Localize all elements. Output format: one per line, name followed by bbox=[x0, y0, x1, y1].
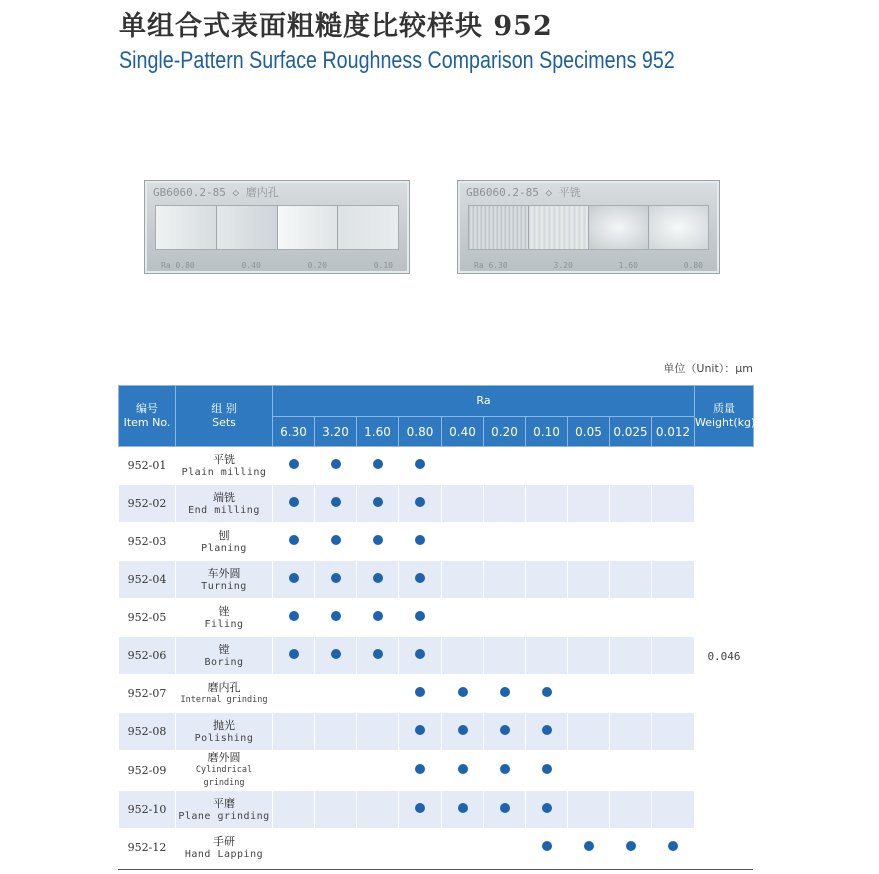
ra-value-header: 0.80 bbox=[399, 417, 442, 447]
ra-value-header: 0.025 bbox=[610, 417, 652, 447]
set-name bbox=[176, 829, 273, 867]
ra-cell bbox=[568, 791, 610, 829]
ra-cell bbox=[357, 675, 399, 713]
table-row bbox=[119, 561, 754, 599]
applicable-dot-icon bbox=[415, 764, 425, 774]
ra-value-header: 0.10 bbox=[526, 417, 568, 447]
applicable-dot-icon bbox=[373, 497, 383, 507]
table-row bbox=[119, 829, 754, 867]
applicable-dot-icon bbox=[458, 803, 468, 813]
ra-cell bbox=[273, 791, 315, 829]
item-number: 952-09 bbox=[119, 751, 176, 791]
ra-cell bbox=[568, 675, 610, 713]
ra-cell bbox=[484, 675, 526, 713]
set-name bbox=[176, 675, 273, 713]
ra-cell bbox=[399, 485, 442, 523]
ra-cell bbox=[315, 791, 357, 829]
ra-cell bbox=[357, 485, 399, 523]
applicable-dot-icon bbox=[331, 611, 341, 621]
ra-cell bbox=[442, 637, 484, 675]
item-number: 952-10 bbox=[119, 791, 176, 829]
set-name bbox=[176, 791, 273, 829]
ra-cell bbox=[357, 713, 399, 751]
ra-cell bbox=[526, 791, 568, 829]
ra-cell bbox=[526, 561, 568, 599]
ra-value-header: 0.05 bbox=[568, 417, 610, 447]
ra-cell bbox=[273, 829, 315, 867]
ra-cell bbox=[273, 675, 315, 713]
ra-cell bbox=[484, 791, 526, 829]
ra-cell bbox=[526, 599, 568, 637]
ra-cell bbox=[442, 829, 484, 867]
set-name-en: Internal grinding bbox=[180, 694, 268, 705]
ra-cell bbox=[399, 829, 442, 867]
ra-cell bbox=[399, 447, 442, 485]
set-name-en: Filing bbox=[204, 618, 244, 630]
table-bottom-rule bbox=[118, 869, 753, 870]
ra-cell bbox=[315, 637, 357, 675]
header-sets: 组 别 Sets bbox=[176, 386, 273, 447]
ra-cell bbox=[357, 523, 399, 561]
table-row bbox=[119, 447, 754, 485]
applicable-dot-icon bbox=[542, 687, 552, 697]
applicable-dot-icon bbox=[415, 497, 425, 507]
ra-cell bbox=[526, 675, 568, 713]
applicable-dot-icon bbox=[415, 573, 425, 583]
item-number: 952-05 bbox=[119, 599, 176, 637]
ra-cell bbox=[315, 599, 357, 637]
ra-value-header: 0.012 bbox=[652, 417, 695, 447]
item-number: 952-07 bbox=[119, 675, 176, 713]
item-number: 952-06 bbox=[119, 637, 176, 675]
ra-cell bbox=[357, 561, 399, 599]
ra-cell bbox=[484, 713, 526, 751]
set-name-cn: 平铣 bbox=[213, 452, 235, 466]
applicable-dot-icon bbox=[542, 725, 552, 735]
ra-cell bbox=[273, 599, 315, 637]
ra-cell bbox=[526, 713, 568, 751]
table-row bbox=[119, 599, 754, 637]
ra-value-header: 0.20 bbox=[484, 417, 526, 447]
ra-cell bbox=[652, 447, 695, 485]
ra-cell bbox=[357, 447, 399, 485]
set-name-cn: 端铣 bbox=[213, 490, 235, 504]
set-name-en: Hand Lapping bbox=[184, 848, 264, 860]
ra-cell bbox=[273, 523, 315, 561]
applicable-dot-icon bbox=[289, 459, 299, 469]
applicable-dot-icon bbox=[331, 573, 341, 583]
header-item-no: 编号 Item No. bbox=[119, 386, 176, 447]
applicable-dot-icon bbox=[542, 803, 552, 813]
set-name-cn: 手研 bbox=[213, 834, 235, 848]
ra-cell bbox=[526, 829, 568, 867]
ra-cell bbox=[442, 675, 484, 713]
set-name bbox=[176, 713, 273, 751]
ra-cell bbox=[315, 713, 357, 751]
applicable-dot-icon bbox=[415, 611, 425, 621]
applicable-dot-icon bbox=[289, 573, 299, 583]
ra-cell bbox=[399, 751, 442, 791]
ra-cell bbox=[442, 751, 484, 791]
ra-cell bbox=[568, 447, 610, 485]
ra-cell bbox=[610, 561, 652, 599]
applicable-dot-icon bbox=[458, 725, 468, 735]
ra-cell bbox=[442, 713, 484, 751]
set-name-cn: 抛光 bbox=[213, 718, 235, 732]
applicable-dot-icon bbox=[500, 803, 510, 813]
ra-cell bbox=[399, 523, 442, 561]
ra-cell bbox=[484, 637, 526, 675]
ra-cell bbox=[484, 485, 526, 523]
applicable-dot-icon bbox=[373, 611, 383, 621]
ra-cell bbox=[399, 791, 442, 829]
ra-cell bbox=[652, 829, 695, 867]
ra-cell bbox=[399, 713, 442, 751]
applicable-dot-icon bbox=[668, 841, 678, 851]
ra-cell bbox=[652, 675, 695, 713]
table-row bbox=[119, 485, 754, 523]
ra-cell bbox=[526, 637, 568, 675]
applicable-dot-icon bbox=[373, 459, 383, 469]
ra-cell bbox=[442, 791, 484, 829]
applicable-dot-icon bbox=[500, 725, 510, 735]
table-row bbox=[119, 791, 754, 829]
applicable-dot-icon bbox=[415, 535, 425, 545]
applicable-dot-icon bbox=[415, 649, 425, 659]
ra-cell bbox=[442, 561, 484, 599]
set-name bbox=[176, 447, 273, 485]
ra-cell bbox=[610, 829, 652, 867]
ra-cell bbox=[357, 751, 399, 791]
specimen-table bbox=[118, 385, 754, 867]
ra-cell bbox=[568, 523, 610, 561]
applicable-dot-icon bbox=[584, 841, 594, 851]
ra-cell bbox=[610, 637, 652, 675]
ra-cell bbox=[610, 523, 652, 561]
set-name-cn: 磨外圆 bbox=[207, 751, 241, 764]
applicable-dot-icon bbox=[373, 535, 383, 545]
specimen-photo-plain-milling bbox=[457, 180, 720, 274]
page-title-en: Single-Pattern Surface Roughness Comparison Specimens 952 bbox=[119, 47, 675, 74]
ra-cell bbox=[526, 523, 568, 561]
header-weight: 质量 Weight(kg) bbox=[695, 386, 754, 447]
ra-cell bbox=[526, 485, 568, 523]
applicable-dot-icon bbox=[415, 725, 425, 735]
header-ra: Ra bbox=[273, 386, 695, 417]
ra-cell bbox=[357, 791, 399, 829]
ra-value-header: 0.40 bbox=[442, 417, 484, 447]
ra-cell bbox=[442, 447, 484, 485]
applicable-dot-icon bbox=[542, 764, 552, 774]
set-name-en: Plane grinding bbox=[178, 810, 270, 822]
ra-cell bbox=[399, 637, 442, 675]
ra-cell bbox=[315, 751, 357, 791]
ra-cell bbox=[610, 485, 652, 523]
ra-cell bbox=[652, 523, 695, 561]
ra-cell bbox=[357, 599, 399, 637]
applicable-dot-icon bbox=[331, 497, 341, 507]
ra-cell bbox=[315, 675, 357, 713]
applicable-dot-icon bbox=[626, 841, 636, 851]
ra-cell bbox=[610, 791, 652, 829]
ra-cell bbox=[526, 751, 568, 791]
specimen-photo-internal-grinding bbox=[144, 180, 410, 274]
specimen-bottom-labels: Ra 6.30 3.20 1.60 0.80 bbox=[474, 261, 703, 270]
ra-cell bbox=[399, 675, 442, 713]
set-name-cn: 锉 bbox=[218, 604, 230, 618]
specimen-pattern-strip bbox=[155, 205, 399, 250]
applicable-dot-icon bbox=[373, 573, 383, 583]
set-name-en: Turning bbox=[201, 580, 247, 592]
ra-cell bbox=[652, 713, 695, 751]
ra-cell bbox=[273, 637, 315, 675]
set-name-cn: 磨内孔 bbox=[207, 680, 241, 694]
ra-cell bbox=[273, 751, 315, 791]
applicable-dot-icon bbox=[373, 649, 383, 659]
applicable-dot-icon bbox=[331, 459, 341, 469]
set-name-en: Boring bbox=[204, 656, 244, 668]
set-name bbox=[176, 561, 273, 599]
ra-cell bbox=[652, 599, 695, 637]
ra-cell bbox=[568, 713, 610, 751]
set-name-cn: 平磨 bbox=[213, 796, 235, 810]
ra-cell bbox=[526, 447, 568, 485]
ra-cell bbox=[315, 829, 357, 867]
ra-cell bbox=[610, 713, 652, 751]
ra-cell bbox=[652, 561, 695, 599]
ra-cell bbox=[652, 485, 695, 523]
ra-cell bbox=[652, 751, 695, 791]
set-name-en: Cylindrical grinding bbox=[195, 765, 253, 788]
applicable-dot-icon bbox=[331, 649, 341, 659]
specimen-label: GB6060.2-85 ◇ 磨内孔 bbox=[153, 186, 279, 199]
set-name-cn: 镗 bbox=[218, 642, 230, 656]
specimen-label: GB6060.2-85 ◇ 平铣 bbox=[466, 186, 581, 199]
specimen-bottom-labels: Ra 0.80 0.40 0.20 0.10 bbox=[161, 261, 393, 270]
set-name-cn: 车外圆 bbox=[207, 566, 241, 580]
ra-cell bbox=[273, 713, 315, 751]
applicable-dot-icon bbox=[289, 535, 299, 545]
item-number: 952-01 bbox=[119, 447, 176, 485]
weight-value: 0.046 bbox=[695, 447, 754, 867]
set-name bbox=[176, 523, 273, 561]
table-row bbox=[119, 751, 754, 791]
ra-value-header: 6.30 bbox=[273, 417, 315, 447]
table-row bbox=[119, 523, 754, 561]
applicable-dot-icon bbox=[500, 687, 510, 697]
ra-value-header: 3.20 bbox=[315, 417, 357, 447]
ra-cell bbox=[568, 485, 610, 523]
item-number: 952-03 bbox=[119, 523, 176, 561]
applicable-dot-icon bbox=[289, 611, 299, 621]
specimen-pattern-strip bbox=[468, 205, 709, 250]
ra-cell bbox=[610, 751, 652, 791]
page-title-cn: 单组合式表面粗糙度比较样块 952 bbox=[119, 11, 553, 42]
ra-cell bbox=[568, 829, 610, 867]
ra-cell bbox=[484, 447, 526, 485]
applicable-dot-icon bbox=[289, 497, 299, 507]
ra-cell bbox=[484, 751, 526, 791]
table-row bbox=[119, 675, 754, 713]
set-name-en: End milling bbox=[188, 504, 260, 516]
ra-cell bbox=[399, 599, 442, 637]
table-row bbox=[119, 637, 754, 675]
ra-cell bbox=[442, 599, 484, 637]
applicable-dot-icon bbox=[500, 764, 510, 774]
ra-value-header: 1.60 bbox=[357, 417, 399, 447]
set-name-en: Plain milling bbox=[181, 466, 267, 478]
applicable-dot-icon bbox=[331, 535, 341, 545]
applicable-dot-icon bbox=[289, 649, 299, 659]
table-row bbox=[119, 713, 754, 751]
table-body bbox=[119, 447, 754, 867]
applicable-dot-icon bbox=[458, 687, 468, 697]
ra-cell bbox=[357, 829, 399, 867]
item-number: 952-08 bbox=[119, 713, 176, 751]
item-number: 952-12 bbox=[119, 829, 176, 867]
ra-cell bbox=[315, 485, 357, 523]
ra-cell bbox=[568, 637, 610, 675]
ra-cell bbox=[610, 675, 652, 713]
ra-cell bbox=[357, 637, 399, 675]
ra-cell bbox=[442, 523, 484, 561]
ra-cell bbox=[568, 751, 610, 791]
ra-cell bbox=[484, 599, 526, 637]
item-number: 952-02 bbox=[119, 485, 176, 523]
ra-cell bbox=[652, 791, 695, 829]
applicable-dot-icon bbox=[415, 803, 425, 813]
ra-cell bbox=[610, 447, 652, 485]
ra-cell bbox=[484, 829, 526, 867]
ra-cell bbox=[273, 485, 315, 523]
set-name bbox=[176, 485, 273, 523]
ra-cell bbox=[610, 599, 652, 637]
ra-cell bbox=[315, 447, 357, 485]
ra-cell bbox=[399, 561, 442, 599]
set-name-en: Planing bbox=[201, 542, 247, 554]
set-name-cn: 刨 bbox=[218, 528, 230, 542]
ra-cell bbox=[315, 523, 357, 561]
ra-cell bbox=[273, 561, 315, 599]
applicable-dot-icon bbox=[415, 687, 425, 697]
applicable-dot-icon bbox=[415, 459, 425, 469]
applicable-dot-icon bbox=[458, 764, 468, 774]
ra-cell bbox=[315, 561, 357, 599]
ra-cell bbox=[484, 561, 526, 599]
ra-cell bbox=[442, 485, 484, 523]
ra-cell bbox=[652, 637, 695, 675]
unit-label: 单位（Unit）：μm bbox=[663, 362, 753, 375]
ra-cell bbox=[568, 599, 610, 637]
ra-cell bbox=[568, 561, 610, 599]
applicable-dot-icon bbox=[542, 841, 552, 851]
set-name bbox=[176, 599, 273, 637]
set-name bbox=[176, 637, 273, 675]
set-name-en: Polishing bbox=[194, 732, 254, 744]
ra-cell bbox=[484, 523, 526, 561]
item-number: 952-04 bbox=[119, 561, 176, 599]
set-name bbox=[176, 751, 273, 791]
ra-cell bbox=[273, 447, 315, 485]
